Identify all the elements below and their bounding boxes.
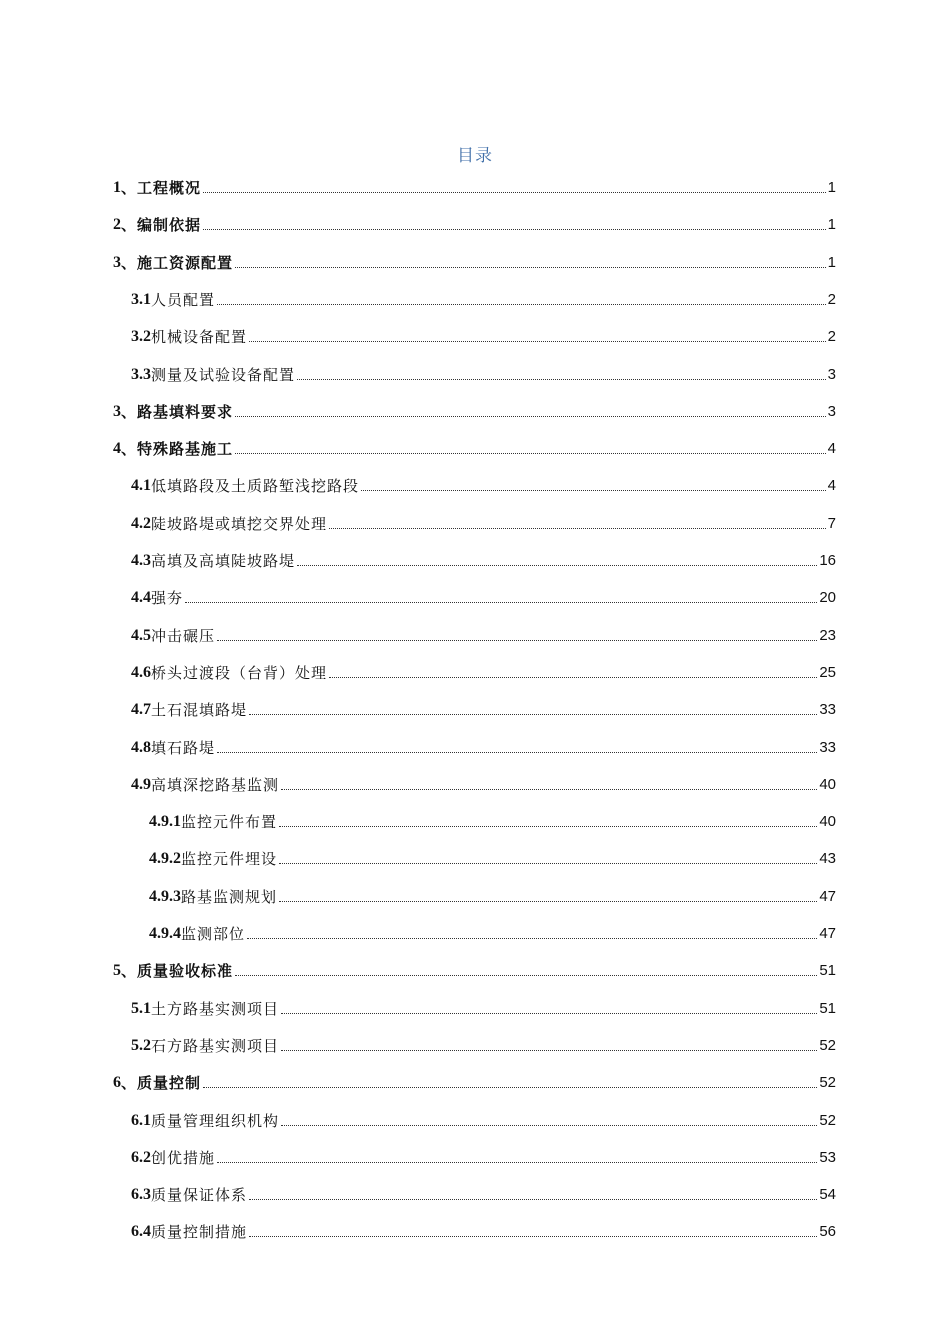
toc-entry-label: 、编制依据 [121,216,202,235]
toc-leader-dots [235,415,826,417]
toc-entry-number: 6 [113,1074,121,1092]
toc-entry-label: 土方路基实测项目 [151,999,280,1018]
toc-entry-number: 4.8 [131,738,151,756]
toc-entry[interactable] [131,1138,836,1168]
toc-leader-dots [217,639,817,641]
toc-entry[interactable] [113,205,836,235]
toc-entry-page: 4 [827,477,836,495]
toc-entry-label: 低填路段及土质路堑浅挖路段 [151,477,360,496]
toc-entry-number: 4.2 [131,514,151,532]
toc-entry-page: 53 [819,1148,836,1166]
toc-leader-dots [203,228,826,230]
toc-entry[interactable] [113,243,836,273]
toc-entry-page: 7 [827,514,836,532]
toc-leader-dots [281,1012,817,1014]
toc-entry-number: 4.1 [131,477,151,495]
toc-entry-number: 5.2 [131,1036,151,1054]
toc-leader-dots [217,303,826,305]
toc-entry-page: 33 [819,701,836,719]
toc-entry-page: 33 [819,738,836,756]
toc-entry-number: 4.9.4 [149,925,181,942]
toc-entry[interactable] [149,914,836,944]
toc-entry-page: 52 [819,1036,836,1054]
toc-entry-label: 强夯 [151,589,184,608]
toc-entry-page: 47 [819,887,836,905]
toc-leader-dots [281,788,817,790]
toc-entry-number: 6.4 [131,1223,151,1241]
toc-entry[interactable] [131,1212,836,1242]
toc-leader-dots [249,1235,817,1237]
toc-entry-number: 5.1 [131,999,151,1017]
toc-entry-page: 40 [819,775,836,793]
toc-leader-dots [249,340,826,342]
toc-entry-number: 1 [113,179,121,196]
toc-entry-number: 4.3 [131,552,151,569]
toc-entry-page: 4 [827,440,836,458]
toc-entry[interactable] [131,765,836,795]
toc-entry[interactable] [113,1063,836,1093]
toc-leader-dots [249,1198,817,1200]
toc-entry[interactable] [113,429,836,459]
toc-leader-dots [281,1124,817,1126]
toc-entry-label: 桥头过渡段（台背）处理 [151,663,328,682]
toc-entry[interactable] [131,1101,836,1131]
toc-entry-label: 、路基填料要求 [121,402,234,421]
toc-entry-number: 6.1 [131,1111,151,1129]
toc-entry-label: 、施工资源配置 [121,253,234,272]
toc-entry-page: 16 [819,552,836,569]
toc-entry-label: 、工程概况 [121,179,202,197]
toc-entry-label: 土石混填路堤 [151,701,248,720]
toc-entry-page: 56 [819,1223,836,1241]
toc-entry-page: 1 [827,253,836,271]
toc-entry-number: 3.2 [131,328,151,346]
toc-leader-dots [361,489,826,491]
toc-leader-dots [279,862,817,864]
toc-leader-dots [279,900,817,902]
toc-leader-dots [297,378,826,380]
toc-entry[interactable] [131,728,836,758]
toc-entry[interactable] [131,541,836,571]
toc-leader-dots [235,266,826,268]
toc-entry-label: 监测部位 [181,925,246,943]
toc-entry-label: 石方路基实测项目 [151,1036,280,1055]
toc-leader-dots [247,937,817,939]
toc-entry-label: 创优措施 [151,1148,216,1167]
toc-leader-dots [281,1049,817,1051]
toc-leader-dots [203,1086,817,1088]
toc-entry-label: 人员配置 [151,290,216,309]
toc-entry-page: 52 [819,1111,836,1129]
toc-entry[interactable] [131,578,836,608]
toc-entry-number: 4.5 [131,626,151,644]
toc-leader-dots [329,676,817,678]
toc-entry[interactable] [149,839,836,869]
toc-entry-number: 2 [113,216,121,234]
toc-entry[interactable] [131,280,836,310]
toc-entry-number: 4.6 [131,663,151,681]
toc-entry-number: 4.4 [131,589,151,607]
toc-leader-dots [279,825,817,827]
toc-entry-label: 高填深挖路基监测 [151,775,280,794]
toc-entry-label: 、质量控制 [121,1074,202,1093]
toc-entry-page: 3 [827,402,836,420]
toc-entry-label: 冲击碾压 [151,626,216,645]
toc-entry-page: 25 [819,663,836,681]
toc-entry[interactable] [149,877,836,907]
toc-leader-dots [297,564,817,566]
toc-leader-dots [217,1161,817,1163]
toc-entry-number: 4.9.2 [149,850,181,868]
toc-entry-label: 、特殊路基施工 [121,440,234,459]
toc-entry-page: 20 [819,589,836,607]
toc-entry-label: 陡坡路堤或填挖交界处理 [151,514,328,533]
toc-leader-dots [235,452,826,454]
toc-title: 目录 [457,146,493,166]
toc-leader-dots [185,601,817,603]
toc-entry[interactable] [131,653,836,683]
toc-entry-page: 2 [827,290,836,308]
toc-entry-number: 4.9.3 [149,887,181,905]
toc-entry-page: 2 [827,328,836,346]
toc-entry-number: 3 [113,402,121,420]
toc-entry-number: 3.3 [131,365,151,383]
toc-entry-number: 3 [113,253,121,271]
toc-entry[interactable] [131,317,836,347]
toc-entry-page: 52 [819,1074,836,1092]
toc-entry-number: 6.3 [131,1186,151,1204]
toc-entry-label: 监控元件埋设 [181,850,278,869]
toc-entry-label: 质量控制措施 [151,1223,248,1242]
toc-entry-label: 、质量验收标准 [121,962,234,981]
toc-leader-dots [329,527,826,529]
toc-entry[interactable] [113,951,836,981]
toc-entry[interactable] [131,355,836,385]
toc-entry-page: 54 [819,1186,836,1204]
toc-entry-label: 路基监测规划 [181,887,278,906]
toc-entry[interactable] [131,504,836,534]
toc-entry-page: 47 [819,925,836,942]
toc-entry-label: 机械设备配置 [151,328,248,347]
toc-entry[interactable] [131,1026,836,1056]
toc-entry-label: 质量保证体系 [151,1186,248,1205]
toc-entry-page: 51 [819,962,836,980]
toc-entry[interactable] [131,690,836,720]
toc-entry-page: 23 [819,626,836,644]
toc-entry-page: 40 [819,813,836,831]
toc-leader-dots [235,974,817,976]
toc-entry-number: 4.9.1 [149,813,181,831]
toc-entry[interactable] [131,616,836,646]
toc-entry[interactable] [131,989,836,1019]
toc-entry-page: 1 [827,179,836,196]
toc-entry-label: 测量及试验设备配置 [151,365,296,384]
toc-leader-dots [203,191,826,193]
toc-entry-page: 51 [819,999,836,1017]
toc-entry-number: 4 [113,440,121,458]
toc-entry-number: 5 [113,962,121,980]
toc-entry[interactable] [113,168,836,198]
toc-entry[interactable] [131,466,836,496]
toc-entry-label: 监控元件布置 [181,813,278,832]
toc-entry[interactable] [149,802,836,832]
toc-entry-number: 4.9 [131,775,151,793]
toc-leader-dots [249,713,817,715]
toc-entry-number: 6.2 [131,1148,151,1166]
toc-entry[interactable] [131,1175,836,1205]
toc-entry-page: 1 [827,216,836,234]
toc-entry-label: 高填及高填陡坡路堤 [151,552,296,570]
toc-entry-page: 3 [827,365,836,383]
toc-entry-page: 43 [819,850,836,868]
toc-entry-number: 3.1 [131,290,151,308]
toc-entry-label: 填石路堤 [151,738,216,757]
toc-leader-dots [217,751,817,753]
toc-entry-number: 4.7 [131,701,151,719]
toc-entry[interactable] [113,392,836,422]
toc-entry-label: 质量管理组织机构 [151,1111,280,1130]
